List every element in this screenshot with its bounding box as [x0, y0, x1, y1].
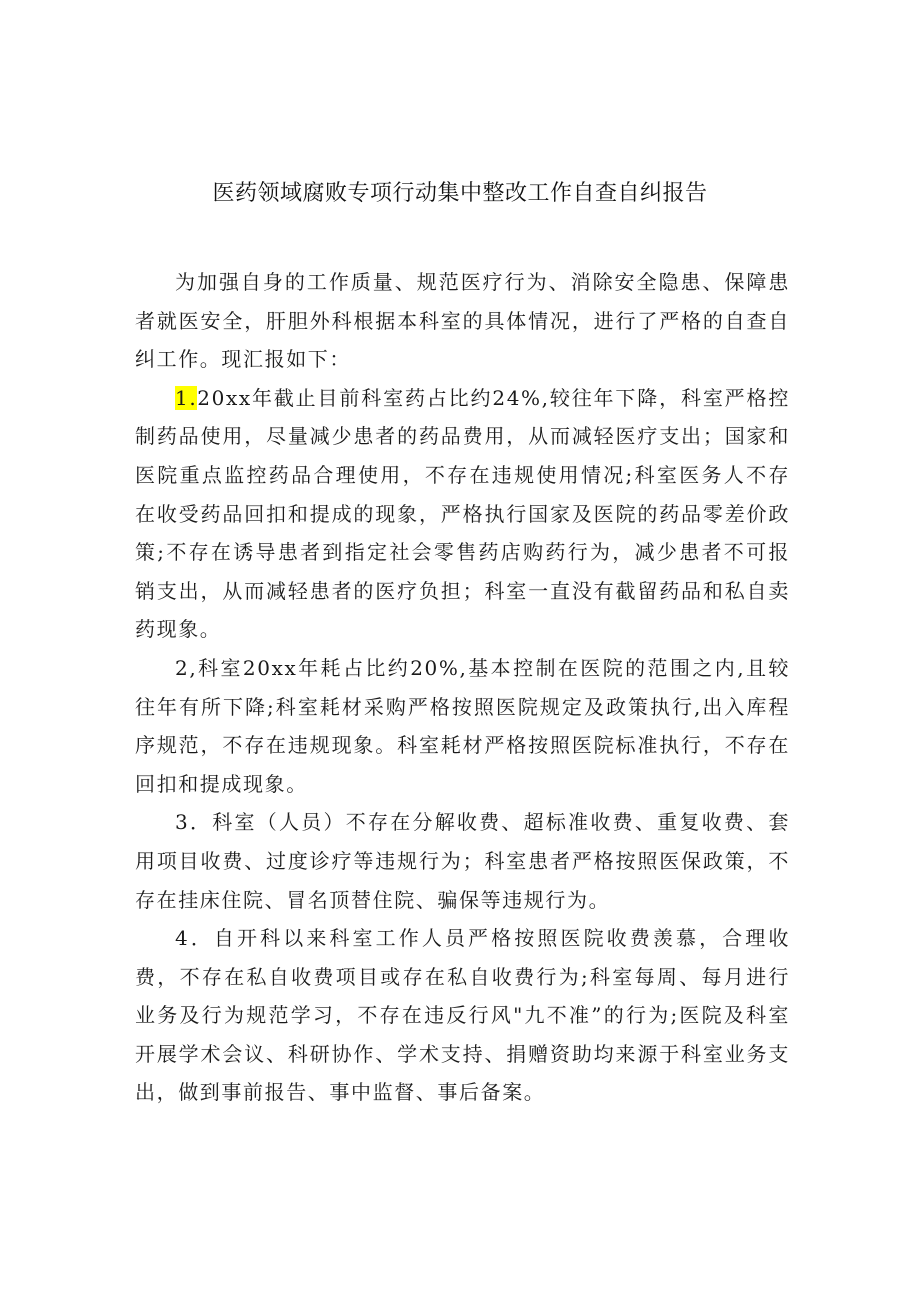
document-title: 医药领域腐败专项行动集中整改工作自查自纠报告 [212, 181, 708, 206]
paragraph-intro [135, 263, 790, 379]
paragraph-item-2 [135, 649, 790, 803]
paragraph-text: 4．自开科以来科室工作人员严格按照医院收费羡慕，合理收费，不存在私自收费项目或存在私自收费行为;科室每周、每月进行业务及行为规范学习，不存在违反行风"九不准”的行为;医院及科室开展学术会议、科研协作、学术支持、捐赠资助均来源于科室业务支出，做到事前报告、事中监督、事后备案。 [135, 926, 790, 1105]
paragraph-text: 为加强自身的工作质量、规范医疗行为、消除安全隐患、保障患者就医安全，肝胆外科根据本科室的具体情况，进行了严格的自查自纠工作。现汇报如下： [135, 270, 790, 372]
highlighted-number: 1. [175, 385, 198, 410]
paragraph-item-3 [135, 803, 790, 919]
paragraph-text: 20xx年截止目前科室药占比约24%,较往年下降，科室严格控制药品使用，尽量减少患者的药品费用，从而减轻医疗支出；国家和医院重点监控药品合理使用，不存在违规使用情况;科室医务人不存在收受药品回扣和提成的现象，严格执行国家及医院的药品零差价政策;不存在诱导患者到指定社会零售药店购药行为，减少患者不可报销支出，从而减轻患者的医疗负担；科室一直没有截留药品和私自卖药现象。 [135, 385, 790, 642]
paragraph-text: 2,科室20xx年耗占比约20%,基本控制在医院的范围之内,且较往年有所下降;科室耗材采购严格按照医院规定及政策执行,出入库程序规范，不存在违规现象。科室耗材严格按照医院标准执行，不存在回扣和提成现象。 [135, 655, 790, 796]
paragraph-item-1 [135, 379, 790, 649]
paragraph-text: 3．科室（人员）不存在分解收费、超标准收费、重复收费、套用项目收费、过度诊疗等违规行为；科室患者严格按照医保政策，不存在挂床住院、冒名顶替住院、骗保等违规行为。 [135, 810, 790, 912]
paragraph-item-4 [135, 919, 790, 1112]
document-body [135, 263, 790, 1112]
